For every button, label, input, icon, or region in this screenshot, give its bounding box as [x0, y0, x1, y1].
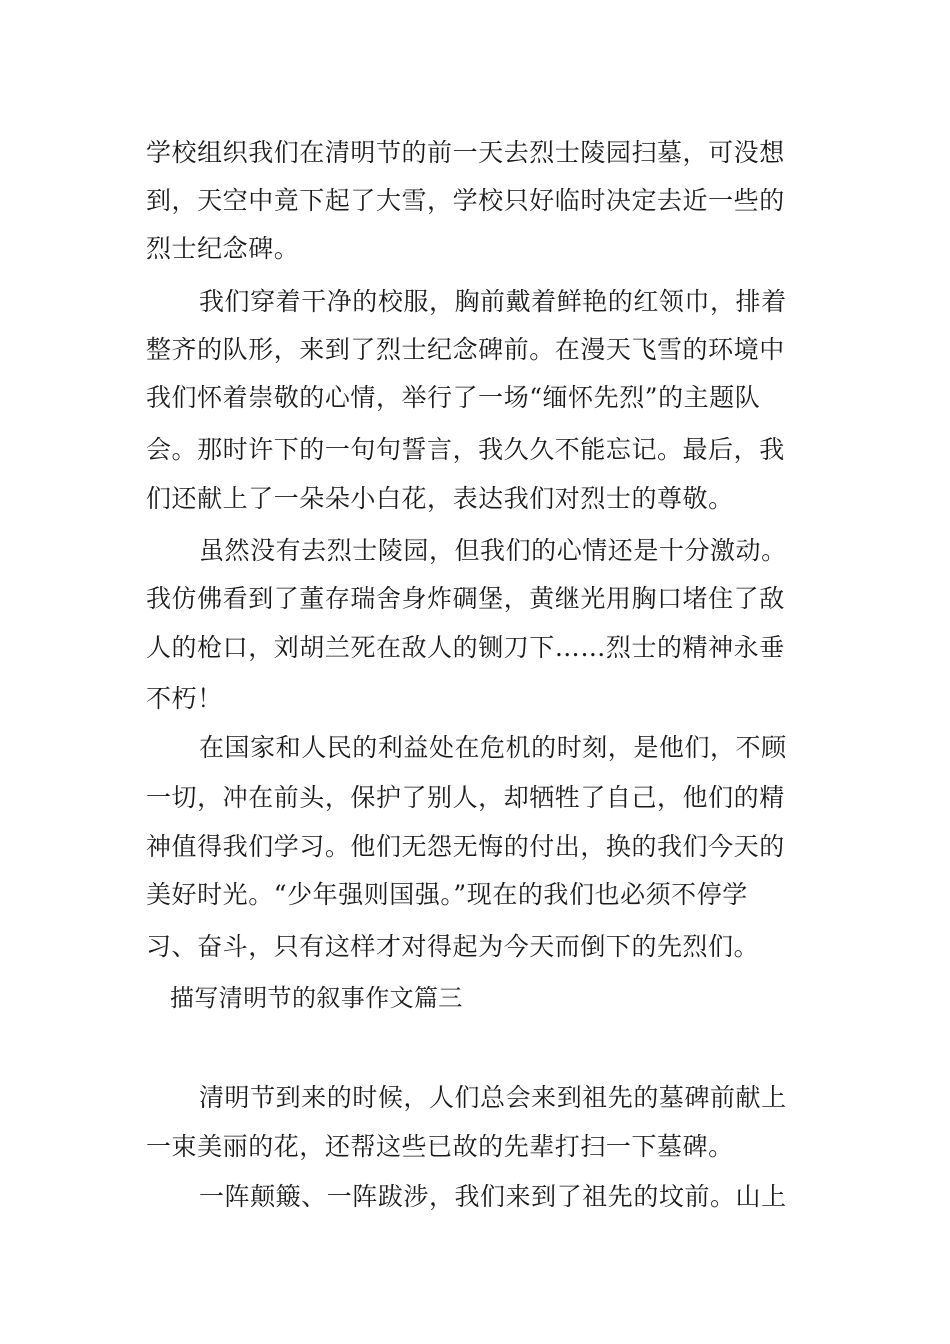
paragraph-3-line-1: 虽然没有去烈士陵园，但我们的心情还是十分激动。 — [199, 536, 787, 565]
paragraph-4-line-5: 习、奋斗，只有这样才对得起为今天而倒下的先烈们。 — [146, 932, 760, 961]
paragraph-2-line-4: 会。那时许下的一句句誓言，我久久不能忘记。最后，我 — [146, 435, 785, 464]
paragraph-5-line-2: 一束美丽的花，还帮这些已故的先辈打扫一下墓碑。 — [146, 1132, 734, 1161]
paragraph-3-line-4: 不朽！ — [146, 684, 223, 713]
paragraph-4-line-1: 在国家和人民的利益处在危机的时刻，是他们，不顾 — [199, 733, 787, 762]
section-heading: 描写清明节的叙事作文篇三 — [170, 984, 463, 1012]
paragraph-3-line-2: 我仿佛看到了董存瑞舍身炸碉堡，黄继光用胸口堵住了敌 — [146, 584, 785, 613]
paragraph-2-line-2: 整齐的队形，来到了烈士纪念碑前。在漫天飞雪的环境中 — [146, 335, 785, 364]
paragraph-4-line-3: 神值得我们学习。他们无怨无悔的付出，换的我们今天的 — [146, 832, 785, 861]
paragraph-4-line-2: 一切，冲在前头，保护了别人，却牺牲了自己，他们的精 — [146, 783, 785, 812]
paragraph-3-line-3: 人的枪口，刘胡兰死在敌人的铡刀下……烈士的精神永垂 — [146, 633, 785, 662]
paragraph-1-line-2: 到，天空中竟下起了大雪，学校只好临时决定去近一些的 — [146, 186, 785, 215]
paragraph-2-line-3: 我们怀着崇敬的心情，举行了一场“缅怀先烈”的主题队 — [146, 383, 761, 412]
paragraph-1-line-1: 学校组织我们在清明节的前一天去烈士陵园扫墓，可没想 — [146, 138, 785, 167]
paragraph-1-line-3: 烈士纪念碑。 — [146, 234, 300, 263]
paragraph-6-line-1: 一阵颠簸、一阵跋涉，我们来到了祖先的坟前。山上 — [199, 1182, 787, 1211]
paragraph-4-line-4: 美好时光。“少年强则国强。”现在的我们也必须不停学 — [146, 880, 748, 909]
paragraph-2-line-5: 们还献上了一朵朵小白花，表达我们对烈士的尊敬。 — [146, 484, 734, 513]
paragraph-5-line-1: 清明节到来的时候，人们总会来到祖先的墓碑前献上 — [199, 1083, 787, 1112]
paragraph-2-line-1: 我们穿着干净的校服，胸前戴着鲜艳的红领巾，排着 — [199, 287, 787, 316]
